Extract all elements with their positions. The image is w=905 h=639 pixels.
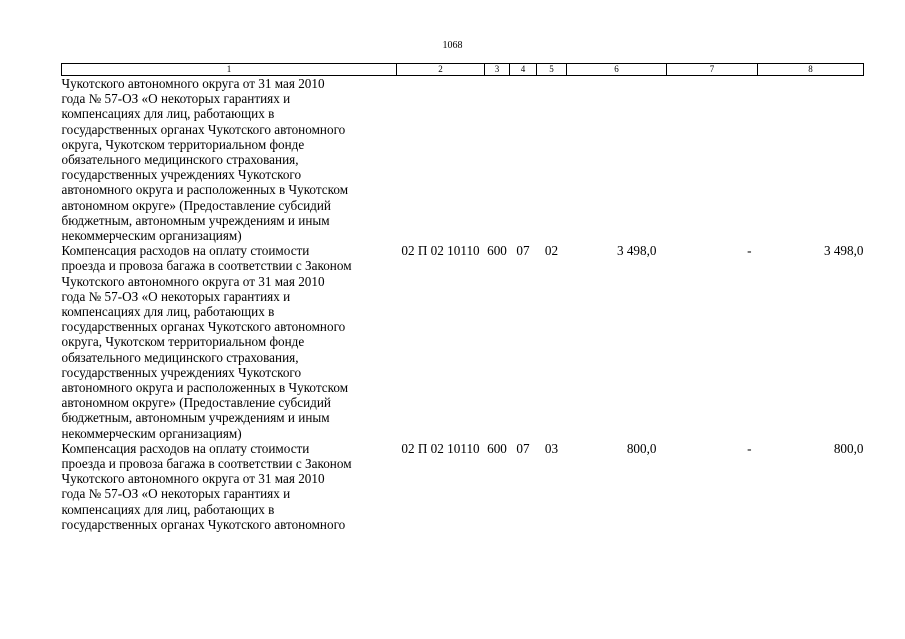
row-description: [62, 441, 397, 532]
description-line: Компенсация расходов на оплату стоимости: [61, 440, 310, 456]
description-line: округа, Чукотском территориальном фонде: [61, 334, 305, 350]
federal-amount: -: [747, 440, 752, 456]
description-line: обязательного медицинского страхования,: [61, 349, 299, 365]
regional-amount: 3 498,0: [823, 243, 864, 259]
description-line: Чукотского автономного округа от 31 мая 2010: [61, 471, 325, 487]
section-code: [510, 76, 537, 244]
description-line: компенсациях для лиц, работающих в: [61, 106, 275, 122]
subsection-code: 02: [544, 243, 559, 259]
description-line: государственных учреждениях Чукотского: [61, 167, 302, 183]
federal-amount: -: [747, 243, 752, 259]
section-code: 07: [516, 440, 530, 456]
description-line: проезда и провоза багажа в соответствии с Законом: [61, 456, 352, 472]
table-row: [62, 76, 864, 244]
description-line: Чукотского автономного округа от 31 мая 2010: [61, 273, 325, 289]
description-line: некоммерческим организациям): [61, 425, 242, 441]
description-line: года № 57-ОЗ «О некоторых гарантиях и: [61, 91, 291, 107]
expense-type-code: [485, 76, 510, 244]
description-line: проезда и провоза багажа в соответствии с Законом: [61, 258, 352, 274]
description-line: Компенсация расходов на оплату стоимости: [61, 243, 310, 259]
expense-type-code: 600: [487, 440, 507, 456]
subsection-code: [537, 76, 567, 244]
target-article-code: 02 П 02 10110: [401, 440, 480, 456]
regional-amount: 800,0: [833, 440, 864, 456]
description-line: года № 57-ОЗ «О некоторых гарантиях и: [61, 288, 291, 304]
column-header: 7: [667, 64, 758, 76]
column-header: 8: [758, 64, 864, 76]
page-number: 1068: [442, 40, 463, 51]
table-row: [62, 441, 864, 532]
column-header: 2: [397, 64, 485, 76]
column-header: 3: [485, 64, 510, 76]
description-line: года № 57-ОЗ «О некоторых гарантиях и: [61, 486, 291, 502]
target-article-code: 02 П 02 10110: [401, 243, 480, 259]
column-header: 1: [62, 64, 397, 76]
column-header: 4: [510, 64, 537, 76]
description-line: государственных органах Чукотского автономного: [61, 516, 346, 532]
description-line: обязательного медицинского страхования,: [61, 152, 299, 168]
column-header: 6: [567, 64, 667, 76]
description-line: некоммерческим организациям): [61, 228, 242, 244]
row-description: [62, 76, 397, 244]
total-amount: 3 498,0: [616, 243, 657, 259]
description-line: автономного округа и расположенных в Чукотском: [61, 380, 349, 396]
federal-amount: [667, 76, 758, 244]
target-article-code: [397, 76, 485, 244]
description-line: государственных органах Чукотского автономного: [61, 121, 346, 137]
total-amount: [567, 76, 667, 244]
description-line: компенсациях для лиц, работающих в: [61, 501, 275, 517]
budget-table: [61, 63, 864, 532]
table-body: [62, 76, 864, 533]
description-line: автономного округа и расположенных в Чукотском: [61, 182, 349, 198]
description-line: автономном округе» (Предоставление субсидий: [61, 395, 331, 411]
description-line: округа, Чукотском территориальном фонде: [61, 136, 305, 152]
section-code: 07: [516, 243, 530, 259]
header-row: [62, 64, 864, 76]
total-amount: 800,0: [626, 440, 657, 456]
table-row: [62, 243, 864, 441]
description-line: бюджетным, автономным учреждениям и иным: [61, 212, 330, 228]
description-line: автономном округе» (Предоставление субсидий: [61, 197, 331, 213]
row-description: [62, 243, 397, 441]
regional-amount: [758, 76, 864, 244]
description-line: государственных учреждениях Чукотского: [61, 364, 302, 380]
description-line: Чукотского автономного округа от 31 мая 2010: [61, 76, 325, 91]
expense-type-code: 600: [487, 243, 507, 259]
column-header: 5: [537, 64, 567, 76]
description-line: компенсациях для лиц, работающих в: [61, 304, 275, 320]
subsection-code: 03: [544, 440, 559, 456]
description-line: государственных органах Чукотского автономного: [61, 319, 346, 335]
description-line: бюджетным, автономным учреждениям и иным: [61, 410, 330, 426]
